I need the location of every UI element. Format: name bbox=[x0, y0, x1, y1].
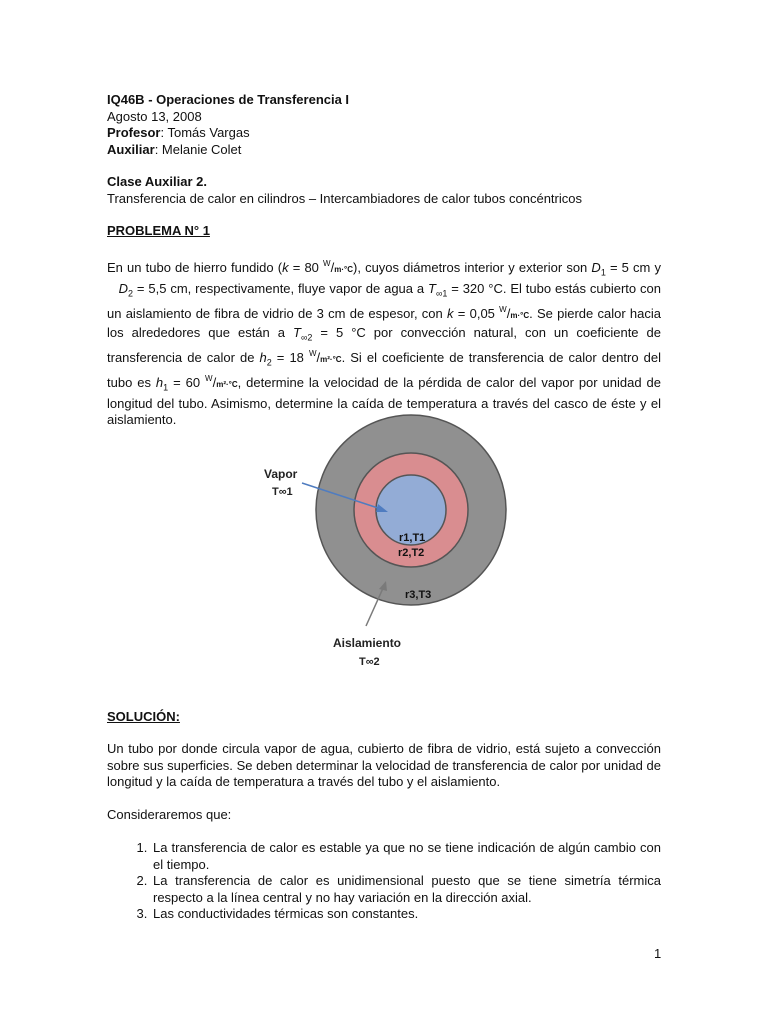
clase-title: Clase Auxiliar 2. bbox=[107, 174, 207, 189]
document-date: Agosto 13, 2008 bbox=[107, 108, 202, 124]
assumptions-list bbox=[107, 840, 661, 923]
r1-label: r1,T1 bbox=[399, 532, 426, 544]
auxiliar-label: Auxiliar bbox=[107, 141, 155, 157]
profesor-label: Profesor bbox=[107, 125, 161, 140]
page-number: 1 bbox=[654, 946, 662, 961]
problem-statement: En un tubo de hierro fundido (k = 80 $^W$/m·°C), cuyos diámetros interior y exterior son $D_1 = 5$ cm y $D_2 = 5,5$ cm, respectivamente, fluye vapor de agua a $T_{\infty 1} = 320$ °C. El tubo estás cubierto con un aislamiento de fibra de vidrio de 3 cm de espesor, con k = 0,05 $^W$/m·°C. Se pierde calor hacia los alrededores que están a $T_{\infty 2} = 5$ °C por convección natural, con un coeficiente de transferencia de calor de $h_2 = 18$ $^W$/m²·°C. Si el coeficiente de transferencia de calor dentro del tubo es $h_1 = 60$ $^W$/m²·°C, determine la velocidad de la pérdida de calor del vapor por unidad de longitud del tubo. Asimismo, determine la caída de temperatura a través del casco de éste y el aislamiento. bbox=[107, 259, 661, 428]
solucion-heading: SOLUCIÓN: bbox=[107, 709, 180, 724]
list-item: 2. La transferencia de calor es unidimensional puesto que se tiene simetría térmica respecto a la línea central y no hay variación en la dirección axial. bbox=[151, 873, 661, 906]
aislamiento-label: Aislamiento bbox=[333, 636, 402, 650]
aislamiento-temp-label: T∞2 bbox=[359, 656, 380, 668]
vapor-label: Vapor bbox=[264, 467, 298, 481]
course-title: - Operaciones de Transferencia I bbox=[144, 92, 350, 107]
solucion-paragraph: Un tubo por donde circula vapor de agua, cubierto de fibra de vidrio, está sujeto a convección sobre sus superficies. Se deben determinar la velocidad de transferencia de calor por unidad de longitud y la caída de temperatura a través del tubo y el aislamiento. bbox=[107, 741, 661, 789]
auxiliar-name: : Melanie Colet bbox=[154, 141, 242, 157]
problema-heading: PROBLEMA N° 1 bbox=[107, 223, 210, 238]
list-item: 3. Las conductividades térmicas son constantes. bbox=[151, 906, 661, 923]
r3-label: r3,T3 bbox=[405, 589, 432, 601]
clase-subtitle: Transferencia de calor en cilindros – Intercambiadores de calor tubos concéntricos bbox=[107, 190, 582, 206]
vapor-temp-label: T∞1 bbox=[272, 486, 293, 498]
r2-label: r2,T2 bbox=[398, 547, 425, 559]
consider-line: Consideraremos que: bbox=[107, 807, 232, 822]
list-item: 1. La transferencia de calor es estable ya que no se tiene indicación de algún cambio con el tiempo. bbox=[151, 840, 661, 873]
course-code: IQ46B bbox=[107, 92, 145, 107]
profesor-name: : Tomás Vargas bbox=[160, 125, 250, 140]
